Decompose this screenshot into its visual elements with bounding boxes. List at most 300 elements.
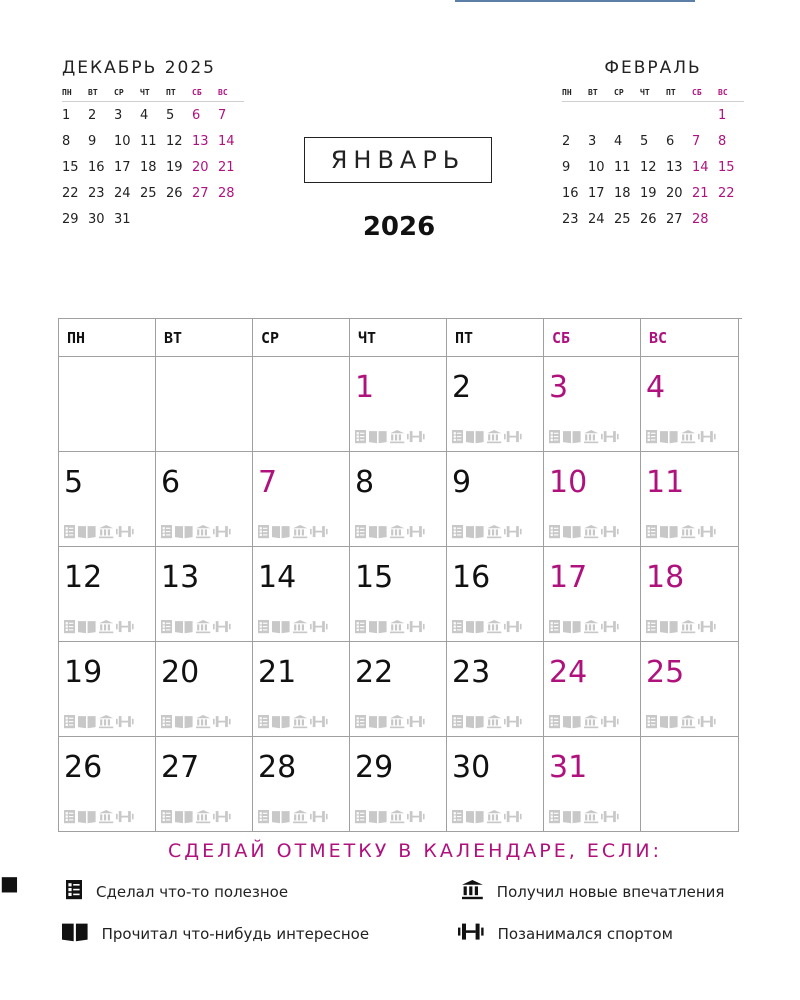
checklist-icon[interactable] (64, 619, 75, 638)
book-icon[interactable] (78, 524, 96, 543)
mini-day: 19 (640, 185, 657, 201)
museum-icon[interactable] (584, 429, 598, 448)
day-cell[interactable] (447, 547, 544, 642)
activity-icons (64, 715, 133, 731)
dumbbell-icon[interactable] (116, 714, 134, 733)
activity-icons (549, 620, 618, 636)
day-number: 1 (355, 370, 375, 405)
checklist-icon[interactable] (452, 809, 463, 828)
museum-icon[interactable] (99, 809, 113, 828)
legend-label: Получил новые впечатления (496, 882, 725, 901)
dumbbell-icon[interactable] (698, 619, 716, 638)
day-cell[interactable] (641, 642, 739, 737)
mini-day: 20 (666, 185, 683, 201)
day-cell[interactable] (350, 547, 447, 642)
day-cell[interactable] (156, 737, 253, 832)
museum-icon[interactable] (99, 619, 113, 638)
museum-icon[interactable] (196, 619, 210, 638)
day-cell[interactable] (253, 547, 350, 642)
mini-weekday-label: ВТ (88, 88, 98, 97)
checklist-icon[interactable] (452, 429, 463, 448)
day-cell[interactable] (156, 452, 253, 547)
mini-day: 26 (166, 185, 183, 201)
checklist-icon (66, 880, 82, 903)
mini-calendar-next-month (562, 56, 744, 232)
mini-day: 10 (588, 159, 605, 175)
mini-day: 19 (166, 159, 183, 175)
museum-icon[interactable] (584, 809, 598, 828)
checklist-icon[interactable] (64, 809, 75, 828)
mini-day: 3 (114, 107, 123, 123)
book-icon[interactable] (466, 429, 484, 448)
book-icon[interactable] (369, 809, 387, 828)
day-cell (253, 357, 350, 452)
checklist-icon[interactable] (549, 714, 560, 733)
checklist-icon[interactable] (452, 524, 463, 543)
day-number: 14 (258, 560, 297, 595)
mini-weekday-label: СР (114, 88, 124, 97)
activity-icons (646, 430, 715, 446)
mini-day: 14 (692, 159, 709, 175)
mini-week-row (562, 206, 744, 232)
mini-calendar-days (62, 102, 244, 232)
book-icon[interactable] (660, 714, 678, 733)
legend-title: СДЕЛАЙ ОТМЕТКУ В КАЛЕНДАРЕ, ЕСЛИ: (167, 840, 663, 862)
day-number: 9 (452, 465, 472, 500)
dumbbell-icon[interactable] (698, 524, 716, 543)
dumbbell-icon[interactable] (213, 714, 231, 733)
book-icon[interactable] (369, 619, 387, 638)
day-number: 17 (549, 560, 588, 595)
day-cell[interactable] (59, 547, 156, 642)
dumbbell-icon[interactable] (601, 429, 619, 448)
mini-week-row (62, 180, 244, 206)
day-number: 26 (64, 750, 103, 785)
day-cell[interactable] (253, 737, 350, 832)
mini-day: 27 (192, 185, 209, 201)
book-icon (62, 922, 88, 945)
mini-weekday-label: ЧТ (640, 88, 650, 97)
grid-weekday-label: СР (253, 319, 350, 357)
grid-weekday-header (59, 319, 742, 357)
checklist-icon[interactable] (355, 619, 366, 638)
dumbbell-icon[interactable] (213, 809, 231, 828)
dumbbell-icon[interactable] (504, 429, 522, 448)
mini-day: 24 (588, 211, 605, 227)
museum-icon[interactable] (196, 714, 210, 733)
dumbbell-icon[interactable] (310, 619, 328, 638)
activity-icons (646, 620, 715, 636)
day-cell (59, 357, 156, 452)
mini-day: 5 (166, 107, 175, 123)
checklist-icon[interactable] (549, 619, 560, 638)
mini-weekday-label: ВТ (588, 88, 598, 97)
day-cell[interactable] (544, 642, 641, 737)
mini-day: 6 (192, 107, 201, 123)
activity-icons (452, 810, 521, 826)
mini-day: 4 (140, 107, 149, 123)
legend-item-reading (62, 922, 369, 945)
day-cell[interactable] (544, 357, 641, 452)
book-icon[interactable] (369, 714, 387, 733)
mini-day: 17 (114, 159, 131, 175)
mini-day: 25 (140, 185, 157, 201)
checklist-icon[interactable] (646, 714, 657, 733)
day-cell[interactable] (253, 642, 350, 737)
day-cell (641, 737, 739, 832)
book-icon[interactable] (563, 429, 581, 448)
day-cell[interactable] (59, 737, 156, 832)
mini-day: 2 (562, 133, 571, 149)
museum-icon[interactable] (390, 619, 404, 638)
legend-item-useful (66, 880, 288, 903)
mini-calendar-previous-month (62, 56, 244, 232)
mini-week-row (562, 154, 744, 180)
grid-weeks (59, 357, 742, 832)
mini-calendar-weekdays (562, 88, 744, 102)
museum-icon[interactable] (293, 809, 307, 828)
day-cell[interactable] (447, 642, 544, 737)
museum-icon[interactable] (681, 714, 695, 733)
day-cell[interactable] (350, 357, 447, 452)
checklist-icon[interactable] (64, 714, 75, 733)
day-cell[interactable] (447, 357, 544, 452)
museum-icon[interactable] (293, 619, 307, 638)
museum-icon[interactable] (681, 524, 695, 543)
mini-day: 28 (218, 185, 235, 201)
book-icon[interactable] (563, 524, 581, 543)
mini-weekday-label: ПН (62, 88, 72, 97)
mini-weekday-label: СБ (192, 88, 202, 97)
grid-week-row (59, 357, 742, 452)
dumbbell-icon[interactable] (213, 619, 231, 638)
activity-icons (452, 620, 521, 636)
day-number: 24 (549, 655, 588, 690)
day-number: 13 (161, 560, 200, 595)
book-icon[interactable] (272, 714, 290, 733)
mini-week-row (562, 102, 744, 128)
activity-icons (64, 810, 133, 826)
dumbbell-icon[interactable] (504, 809, 522, 828)
dumbbell-icon[interactable] (601, 524, 619, 543)
museum-icon[interactable] (584, 524, 598, 543)
checklist-icon[interactable] (64, 524, 75, 543)
day-number: 25 (646, 655, 685, 690)
mini-day: 8 (718, 133, 727, 149)
dumbbell-icon[interactable] (116, 809, 134, 828)
top-edge-strip (455, 0, 695, 2)
day-number: 10 (549, 465, 588, 500)
book-icon[interactable] (466, 809, 484, 828)
day-number: 20 (161, 655, 200, 690)
day-number: 4 (646, 370, 666, 405)
day-cell[interactable] (447, 737, 544, 832)
day-number: 19 (64, 655, 103, 690)
checklist-icon[interactable] (258, 809, 269, 828)
mini-day: 27 (666, 211, 683, 227)
book-icon[interactable] (272, 809, 290, 828)
mini-week-row (562, 128, 744, 154)
museum-icon[interactable] (196, 809, 210, 828)
activity-icons (64, 525, 133, 541)
mini-day: 29 (62, 211, 79, 227)
mini-day: 30 (88, 211, 105, 227)
museum-icon[interactable] (293, 524, 307, 543)
month-title: ЯНВАРЬ (304, 137, 492, 183)
mini-day: 5 (640, 133, 649, 149)
mini-weekday-label: ПТ (166, 88, 176, 97)
checklist-icon[interactable] (549, 809, 560, 828)
mini-calendar-weekdays (62, 88, 244, 102)
museum-icon[interactable] (487, 619, 501, 638)
mini-day: 13 (192, 133, 209, 149)
activity-icons (549, 525, 618, 541)
dumbbell-icon[interactable] (407, 619, 425, 638)
mini-day: 18 (140, 159, 157, 175)
mini-day: 6 (666, 133, 675, 149)
grid-weekday-label: ПТ (447, 319, 544, 357)
checklist-icon[interactable] (258, 619, 269, 638)
checklist-icon[interactable] (452, 619, 463, 638)
day-cell[interactable] (59, 452, 156, 547)
day-cell[interactable] (253, 452, 350, 547)
checklist-icon[interactable] (549, 524, 560, 543)
mini-weekday-label: ВС (718, 88, 728, 97)
day-number: 5 (64, 465, 84, 500)
mini-day: 9 (562, 159, 571, 175)
museum-icon[interactable] (390, 714, 404, 733)
activity-icons (355, 430, 424, 446)
mini-day: 23 (562, 211, 579, 227)
museum-icon[interactable] (99, 524, 113, 543)
mini-calendar-title: ДЕКАБРЬ 2025 (62, 58, 216, 78)
activity-icons (355, 620, 424, 636)
day-cell[interactable] (641, 452, 739, 547)
legend-item-sport (458, 922, 673, 945)
legend-label: Сделал что-то полезное (96, 882, 289, 901)
day-number: 27 (161, 750, 200, 785)
day-number: 15 (355, 560, 394, 595)
book-icon[interactable] (563, 714, 581, 733)
book-icon[interactable] (660, 524, 678, 543)
dumbbell-icon[interactable] (213, 524, 231, 543)
book-icon[interactable] (175, 619, 193, 638)
day-cell[interactable] (350, 452, 447, 547)
book-icon[interactable] (272, 524, 290, 543)
day-number: 3 (549, 370, 569, 405)
mini-day: 31 (114, 211, 131, 227)
book-icon[interactable] (272, 619, 290, 638)
day-cell[interactable] (641, 547, 739, 642)
museum-icon (462, 880, 483, 903)
book-icon[interactable] (175, 809, 193, 828)
museum-icon[interactable] (487, 429, 501, 448)
mini-week-row (62, 206, 244, 232)
day-number: 11 (646, 465, 685, 500)
mini-week-row (62, 102, 244, 128)
checklist-icon[interactable] (646, 619, 657, 638)
book-icon[interactable] (78, 809, 96, 828)
book-icon[interactable] (660, 429, 678, 448)
mini-day: 14 (218, 133, 235, 149)
mini-week-row (62, 128, 244, 154)
mini-day: 25 (614, 211, 631, 227)
day-number: 23 (452, 655, 491, 690)
museum-icon[interactable] (584, 619, 598, 638)
mini-day: 20 (192, 159, 209, 175)
grid-week-row (59, 737, 742, 832)
activity-icons (161, 715, 230, 731)
checklist-icon[interactable] (258, 524, 269, 543)
museum-icon[interactable] (487, 714, 501, 733)
checklist-icon[interactable] (161, 524, 172, 543)
day-cell[interactable] (350, 737, 447, 832)
mini-day: 22 (62, 185, 79, 201)
checklist-icon[interactable] (355, 429, 366, 448)
mini-day: 1 (718, 107, 727, 123)
grid-week-row (59, 547, 742, 642)
book-icon[interactable] (563, 809, 581, 828)
legend-item-impressions (462, 880, 724, 903)
dumbbell-icon[interactable] (698, 714, 716, 733)
book-icon[interactable] (466, 619, 484, 638)
activity-icons (161, 810, 230, 826)
dumbbell-icon[interactable] (601, 809, 619, 828)
edge-figure-icon: ■ (0, 871, 19, 895)
mini-day: 1 (62, 107, 71, 123)
day-number: 12 (64, 560, 103, 595)
dumbbell-icon[interactable] (310, 714, 328, 733)
museum-icon[interactable] (487, 809, 501, 828)
day-number: 21 (258, 655, 297, 690)
checklist-icon[interactable] (646, 429, 657, 448)
dumbbell-icon[interactable] (407, 429, 425, 448)
book-icon[interactable] (466, 714, 484, 733)
grid-weekday-label: ПН (59, 319, 156, 357)
mini-week-row (62, 154, 244, 180)
museum-icon[interactable] (99, 714, 113, 733)
book-icon[interactable] (466, 524, 484, 543)
museum-icon[interactable] (390, 809, 404, 828)
day-number: 31 (549, 750, 588, 785)
book-icon[interactable] (175, 524, 193, 543)
checklist-icon[interactable] (452, 714, 463, 733)
mini-day: 13 (666, 159, 683, 175)
dumbbell-icon[interactable] (601, 714, 619, 733)
day-cell[interactable] (156, 642, 253, 737)
checklist-icon[interactable] (258, 714, 269, 733)
book-icon[interactable] (369, 429, 387, 448)
grid-weekday-label: СБ (544, 319, 641, 357)
book-icon[interactable] (175, 714, 193, 733)
museum-icon[interactable] (390, 524, 404, 543)
grid-weekday-label: ЧТ (350, 319, 447, 357)
day-number: 28 (258, 750, 297, 785)
day-cell[interactable] (544, 547, 641, 642)
book-icon[interactable] (563, 619, 581, 638)
museum-icon[interactable] (681, 619, 695, 638)
mini-day: 12 (166, 133, 183, 149)
mini-weekday-label: ЧТ (140, 88, 150, 97)
mini-day: 17 (588, 185, 605, 201)
mini-weekday-label: ВС (218, 88, 228, 97)
checklist-icon[interactable] (161, 809, 172, 828)
museum-icon[interactable] (487, 524, 501, 543)
book-icon[interactable] (78, 619, 96, 638)
day-number: 29 (355, 750, 394, 785)
book-icon[interactable] (78, 714, 96, 733)
mini-day: 21 (692, 185, 709, 201)
museum-icon[interactable] (681, 429, 695, 448)
activity-icons (64, 620, 133, 636)
day-cell[interactable] (59, 642, 156, 737)
mini-weekday-label: СБ (692, 88, 702, 97)
day-cell[interactable] (350, 642, 447, 737)
activity-icons (258, 525, 327, 541)
activity-icons (161, 525, 230, 541)
activity-icons (161, 620, 230, 636)
museum-icon[interactable] (584, 714, 598, 733)
dumbbell-icon[interactable] (504, 524, 522, 543)
dumbbell-icon[interactable] (407, 714, 425, 733)
checklist-icon[interactable] (549, 429, 560, 448)
activity-icons (549, 430, 618, 446)
dumbbell-icon[interactable] (601, 619, 619, 638)
mini-day: 4 (614, 133, 623, 149)
checklist-icon[interactable] (355, 714, 366, 733)
dumbbell-icon[interactable] (504, 619, 522, 638)
mini-day: 7 (692, 133, 701, 149)
activity-icons (258, 620, 327, 636)
day-cell[interactable] (641, 357, 739, 452)
museum-icon[interactable] (390, 429, 404, 448)
day-cell[interactable] (544, 737, 641, 832)
day-number: 16 (452, 560, 491, 595)
checklist-icon[interactable] (161, 619, 172, 638)
checklist-icon[interactable] (355, 809, 366, 828)
dumbbell-icon[interactable] (698, 429, 716, 448)
activity-icons (549, 810, 618, 826)
day-cell[interactable] (447, 452, 544, 547)
day-cell[interactable] (544, 452, 641, 547)
book-icon[interactable] (369, 524, 387, 543)
activity-icons (452, 715, 521, 731)
dumbbell-icon[interactable] (116, 524, 134, 543)
dumbbell-icon[interactable] (504, 714, 522, 733)
day-cell[interactable] (156, 547, 253, 642)
activity-icons (646, 715, 715, 731)
dumbbell-icon[interactable] (310, 524, 328, 543)
book-icon[interactable] (660, 619, 678, 638)
mini-day: 18 (614, 185, 631, 201)
checklist-icon[interactable] (355, 524, 366, 543)
mini-weekday-label: ПТ (666, 88, 676, 97)
dumbbell-icon[interactable] (407, 809, 425, 828)
museum-icon[interactable] (196, 524, 210, 543)
checklist-icon[interactable] (646, 524, 657, 543)
grid-week-row (59, 452, 742, 547)
dumbbell-icon[interactable] (116, 619, 134, 638)
day-number: 7 (258, 465, 278, 500)
day-cell (156, 357, 253, 452)
mini-day: 26 (640, 211, 657, 227)
activity-icons (355, 715, 424, 731)
mini-day: 10 (114, 133, 131, 149)
museum-icon[interactable] (293, 714, 307, 733)
dumbbell-icon[interactable] (310, 809, 328, 828)
dumbbell-icon[interactable] (407, 524, 425, 543)
checklist-icon[interactable] (161, 714, 172, 733)
